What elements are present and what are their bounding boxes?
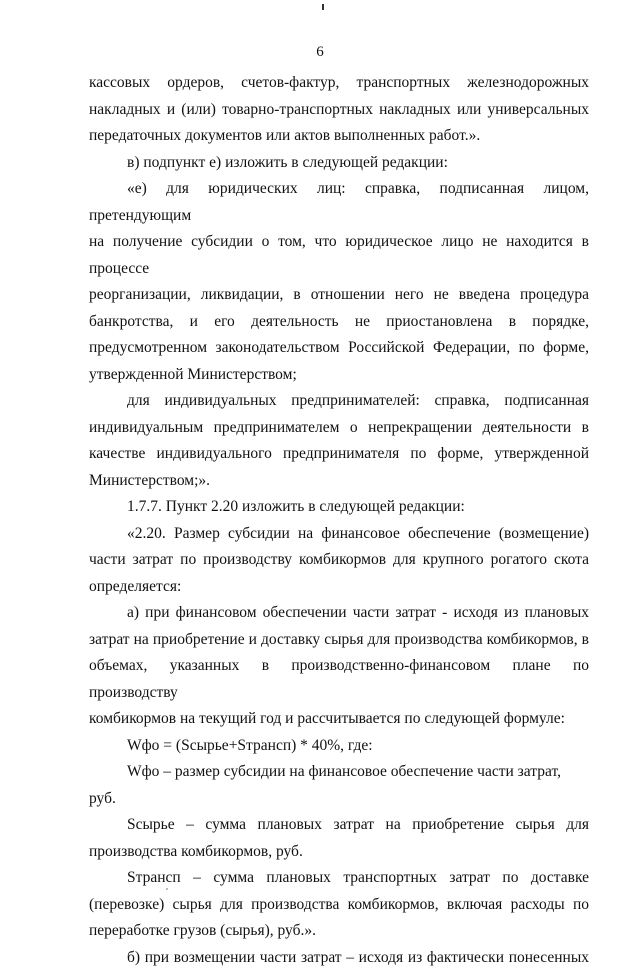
text-line: б) при возмещении части затрат – исходя из фактически понесенных bbox=[89, 945, 589, 971]
text-line: предусмотренном законодательством Российской Федерации, по форме, bbox=[89, 335, 589, 362]
formula-line: Wфо = (Sсырье+Sтрансп) * 40%, где: bbox=[89, 733, 589, 760]
text-line: «2.20. Размер субсидии на финансовое обеспечение (возмещение) bbox=[89, 521, 589, 548]
text-line: 1.7.7. Пункт 2.20 изложить в следующей редакции: bbox=[89, 494, 589, 521]
text-line: реорганизации, ликвидации, в отношении него не введена процедура bbox=[89, 282, 589, 309]
text-line: банкротства, и его деятельность не приостановлена в порядке, bbox=[89, 309, 589, 336]
text-line: накладных и (или) товарно-транспортных накладных или универсальных bbox=[89, 97, 589, 124]
text-line: а) при финансовом обеспечении части затрат - исходя из плановых bbox=[89, 600, 589, 627]
text-line: Sсырье – сумма плановых затрат на приобретение сырья для bbox=[89, 812, 589, 839]
text-line: Sтрансп – сумма плановых транспортных затрат по доставке bbox=[89, 865, 589, 892]
text-line: производства комбикормов, руб. bbox=[89, 839, 589, 866]
top-mark bbox=[322, 4, 324, 10]
text-line: Wфо – размер субсидии на финансовое обеспечение части затрат, руб. bbox=[89, 759, 589, 812]
text-line: Министерством;». bbox=[89, 468, 589, 495]
page-number: 6 bbox=[0, 44, 640, 61]
text-line: утвержденной Министерством; bbox=[89, 362, 589, 389]
text-line: определяется: bbox=[89, 574, 589, 601]
text-line: для индивидуальных предпринимателей: справка, подписанная bbox=[89, 388, 589, 415]
text-line: комбикормов на текущий год и рассчитывается по следующей формуле: bbox=[89, 706, 589, 733]
document-body bbox=[89, 70, 589, 971]
text-line: на получение субсидии о том, что юридическое лицо не находится в процессе bbox=[89, 229, 589, 282]
text-line: «е) для юридических лиц: справка, подписанная лицом, претендующим bbox=[89, 176, 589, 229]
text-line: в) подпункт е) изложить в следующей редакции: bbox=[89, 150, 589, 177]
text-line: передаточных документов или актов выполненных работ.». bbox=[89, 123, 589, 150]
text-line: кассовых ордеров, счетов-фактур, транспортных железнодорожных bbox=[89, 70, 589, 97]
text-line: качестве индивидуального предпринимателя по форме, утвержденной bbox=[89, 441, 589, 468]
text-line: затрат на приобретение и доставку сырья для производства комбикормов, в bbox=[89, 627, 589, 654]
text-line: объемах, указанных в производственно-финансовом плане по производству bbox=[89, 653, 589, 706]
text-line: переработке грузов (сырья), руб.». bbox=[89, 918, 589, 945]
text-line: части затрат по производству комбикормов для крупного рогатого скота bbox=[89, 547, 589, 574]
text-line: индивидуальным предпринимателем о непрекращении деятельности в bbox=[89, 415, 589, 442]
scan-speck bbox=[166, 888, 168, 890]
text-line: (перевозке) сырья для производства комбикормов, включая расходы по bbox=[89, 892, 589, 919]
